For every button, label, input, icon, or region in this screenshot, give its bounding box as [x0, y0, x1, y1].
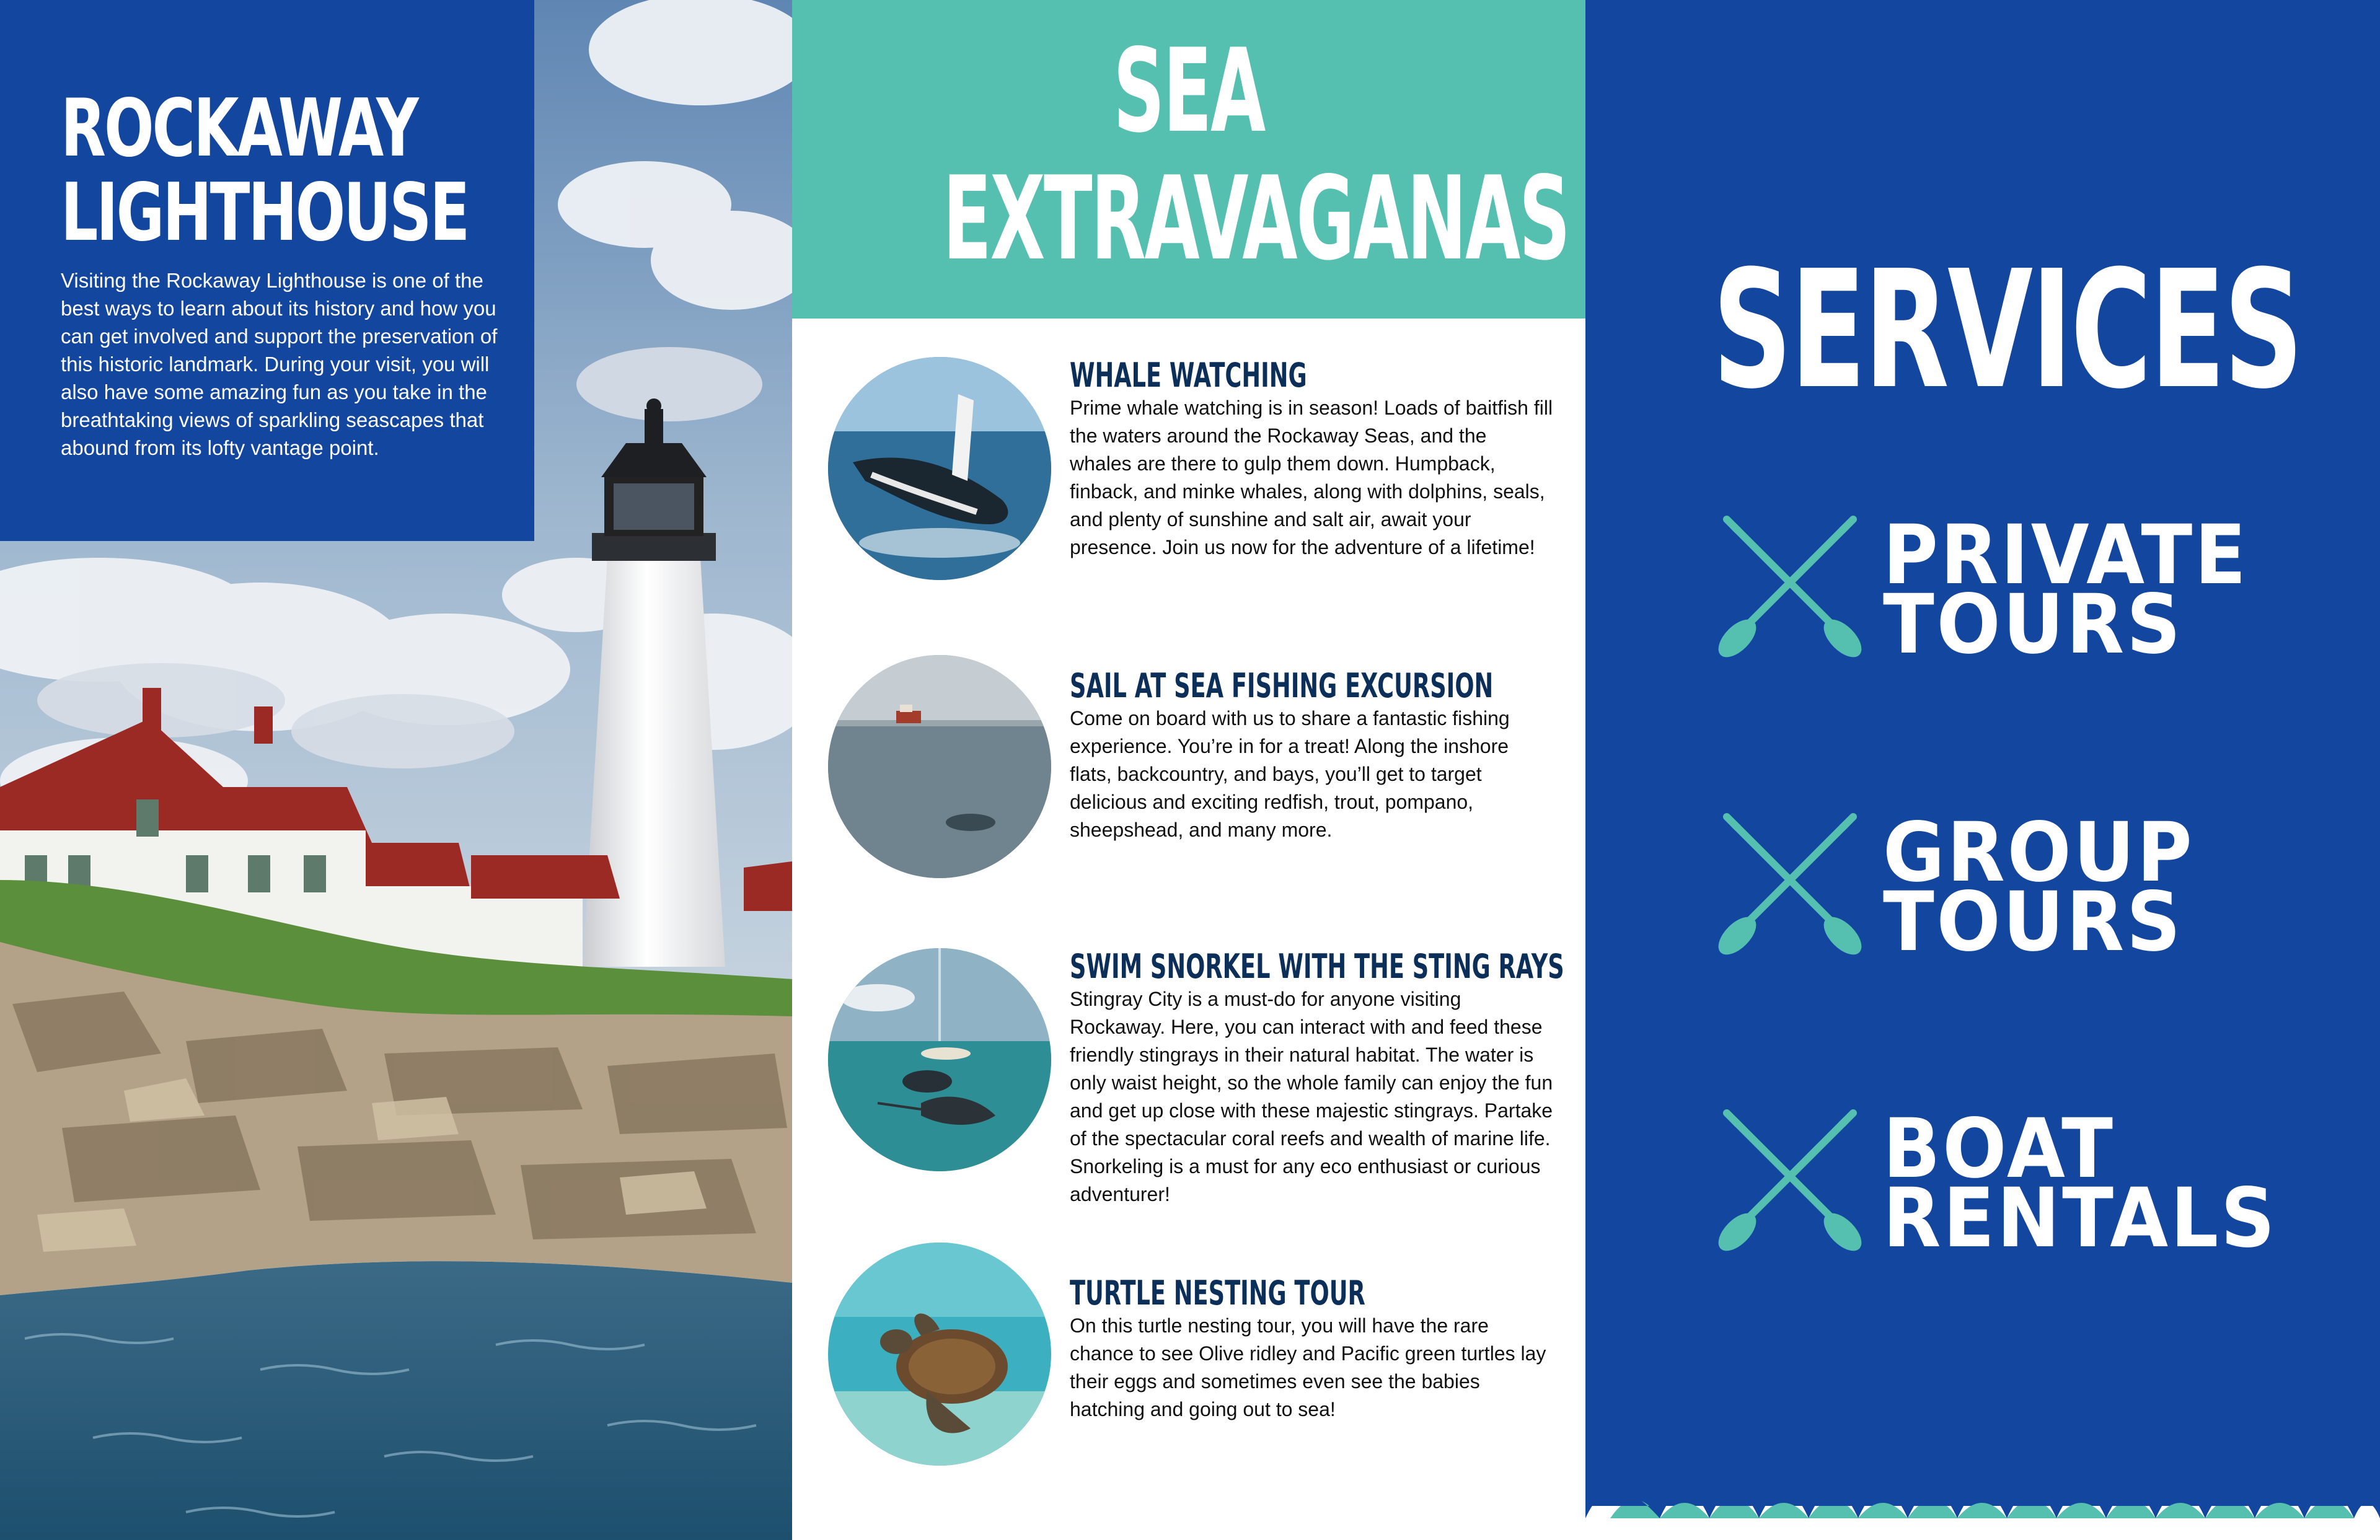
activity-description: Stingray City is a must-do for anyone visiting Rockaway. Here, you can interact with and feed these friendly stingrays in their natural habitat. The water is only waist height, so the whole family can enjoy the fun and get up close with these majestic stingrays. Partake of the spectacular coral reefs and wealth of marine life. Snorkeling is a must for any eco enthusiast or curious adventurer!: [1070, 988, 1553, 1205]
lighthouse-description: Visiting the Rockaway Lighthouse is one of the best ways to learn about its history and how you can get involved and support the preservation of this historic landmark. During your visit, you will also have some amazing fun as you take in the breathtaking views of sparkling seascapes that abound from its lofty vantage point.: [61, 269, 498, 459]
crossed-oars-icon: [1716, 514, 1864, 663]
crossed-oars-icon: [1716, 812, 1864, 961]
activity-title: SAIL AT SEA FISHING EXCURSION: [1070, 666, 1494, 705]
service-subtitle: RENTALS: [1883, 1171, 2278, 1266]
stingray-photo: [828, 948, 1051, 1171]
fishing-boat-photo: [828, 655, 1051, 878]
service-title: PRIVATE: [1883, 508, 2249, 603]
activity-description: Come on board with us to share a fantastic fishing experience. You’re in for a treat! Along the inshore flats, backcountry, and bays, you’ll get to target delicious and exciting redfish, trout, pompano, sheepshead, and many more.: [1070, 707, 1510, 841]
crossed-oars-icon: [1716, 1108, 1864, 1257]
activities-title-line-2: EXTRAVAGANAS: [943, 151, 1569, 286]
whale-photo: [828, 357, 1051, 580]
service-title: BOAT: [1883, 1101, 2115, 1197]
activities-panel: [792, 0, 1585, 1540]
activity-title: TURTLE NESTING TOUR: [1070, 1274, 1365, 1313]
activities-header: [792, 0, 1585, 319]
activity-description: On this turtle nesting tour, you will have the rare chance to see Olive ridley and Pacific green turtles lay their eggs and sometimes even see the babies hatching and going out to sea!: [1070, 1314, 1546, 1420]
services-panel: [1585, 0, 2380, 1540]
activity-title: WHALE WATCHING: [1070, 356, 1307, 395]
service-subtitle: TOURS: [1883, 874, 2184, 970]
activities-title-line-1: SEA: [1113, 24, 1264, 158]
activity-title: SWIM SNORKEL WITH THE STING RAYS: [1070, 947, 1564, 986]
services-title: SERVICES: [1712, 235, 2302, 425]
service-title: GROUP: [1883, 805, 2195, 900]
activity-description: Prime whale watching is in season! Loads of baitfish fill the waters around the Rockaway Seas, and the whales are there to gulp them down. Humpback, finback, and minke whales, along with dolphins, seals, and plenty of sunshine and salt air, await your presence. Join us now for the adventure of a lifetime!: [1070, 397, 1553, 558]
sea-turtle-photo: [828, 1243, 1051, 1466]
service-subtitle: TOURS: [1883, 577, 2184, 672]
intro-box: [0, 0, 534, 541]
lighthouse-title: ROCKAWAY LIGHTHOUSE: [61, 82, 469, 259]
services-background: [1585, 0, 2380, 1540]
lighthouse-panel: [0, 0, 792, 1540]
